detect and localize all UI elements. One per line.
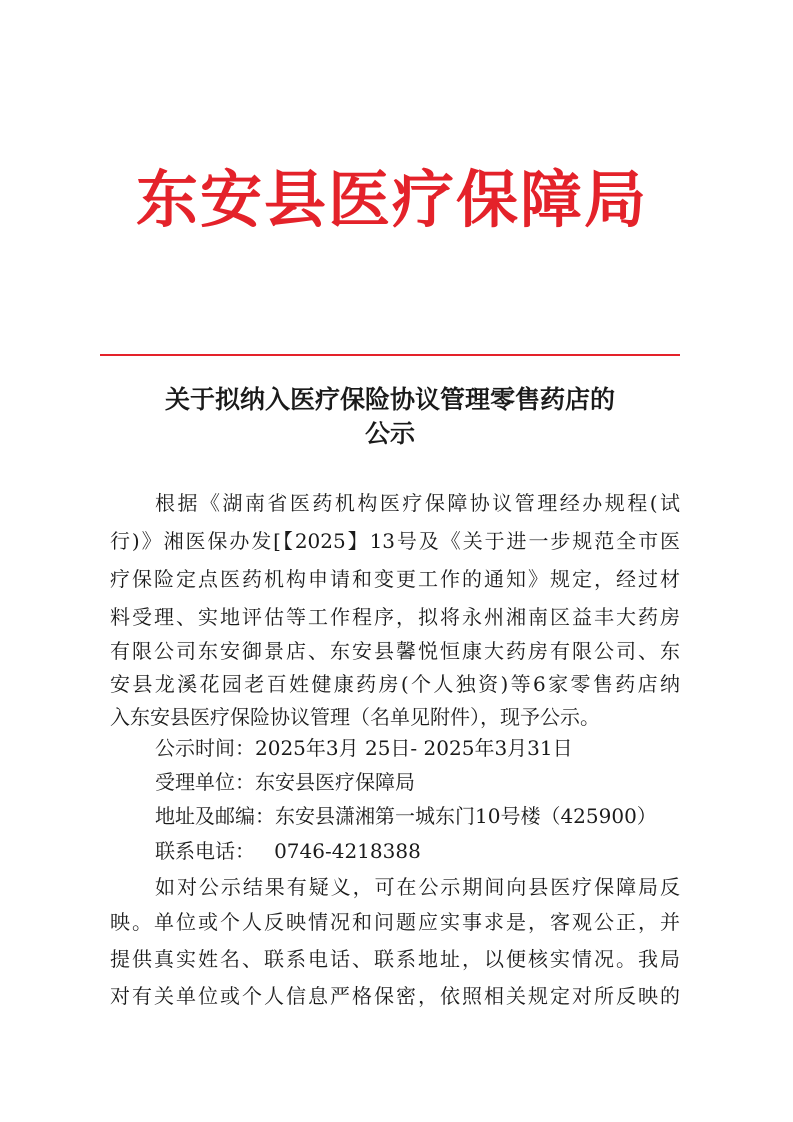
paragraph-line: 有限公司东安御景店、东安县馨悦恒康大药房有限公司、东 [110,639,680,663]
red-divider [100,354,680,356]
address-postcode: 地址及邮编：东安县潇湘第一城东门10号楼（425900） [155,804,657,828]
paragraph-line: 安县龙溪花园老百姓健康药房(个人独资)等6家零售药店纳 [110,672,680,696]
paragraph-line: 映。单位或个人反映情况和问题应实事求是，客观公正，并 [110,910,680,934]
paragraph-line: 料受理、实地评估等工作程序，拟将永州湘南区益丰大药房 [110,605,680,629]
paragraph-line: 提供真实姓名、联系电话、联系地址，以便核实情况。我局 [110,947,680,971]
issuing-organization-header: 东安县医疗保障局 [135,163,648,236]
receiving-unit: 受理单位：东安县医疗保障局 [155,770,415,794]
paragraph-line: 如对公示结果有疑义，可在公示期间向县医疗保障局反 [155,875,680,899]
document-title-line-2: 公示 [364,419,415,448]
paragraph-line: 根据《湖南省医药机构医疗保障协议管理经办规程(试 [155,491,680,515]
paragraph-line: 行)》湘医保办发[【2025】13号及《关于进一步规范全市医 [110,529,680,553]
publicity-period: 公示时间：2025年3月 25日- 2025年3月31日 [155,736,573,760]
contact-phone: 联系电话： 0746-4218388 [155,839,421,863]
paragraph-line: 对有关单位或个人信息严格保密，依照相关规定对所反映的 [110,984,680,1008]
document-title-line-1: 关于拟纳入医疗保险协议管理零售药店的 [164,385,615,414]
paragraph-line: 疗保险定点医药机构申请和变更工作的通知》规定，经过材 [110,567,680,591]
paragraph-line: 入东安县医疗保险协议管理（名单见附件），现予公示。 [110,705,600,729]
